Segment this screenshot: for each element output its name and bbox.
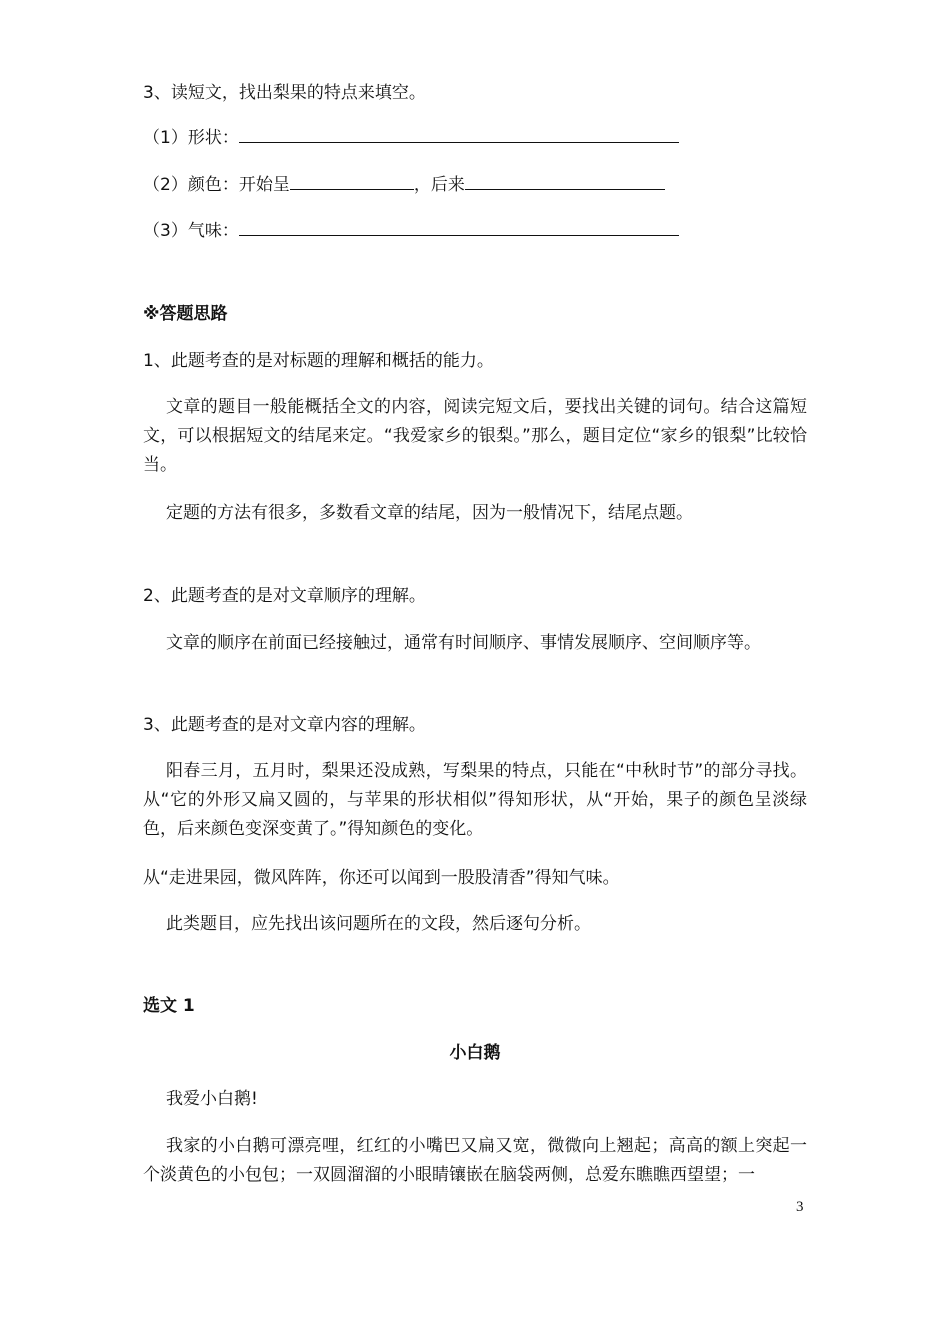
smell-blank[interactable] [239, 217, 679, 236]
answer-heading: ※答题思路 [143, 304, 228, 324]
smell-label: （3）气味： [143, 221, 239, 241]
color-mid-label: ，后来 [413, 175, 465, 195]
selection-line1: 我爱小白鹅! [166, 1089, 258, 1109]
color-start-blank[interactable] [290, 171, 414, 190]
item1-title: 1、此题考查的是对标题的理解和概括的能力。 [143, 351, 494, 371]
color-end-blank[interactable] [465, 171, 665, 190]
question-heading: 3、读短文，找出梨果的特点来填空。 [143, 83, 426, 103]
item2-title: 2、此题考查的是对文章顺序的理解。 [143, 586, 426, 606]
smell-line [143, 217, 679, 246]
item3-title: 3、此题考查的是对文章内容的理解。 [143, 715, 426, 735]
selection-title: 小白鹅 [449, 1043, 501, 1063]
item3-para1: 阳春三月，五月时，梨果还没成熟，写梨果的特点，只能在“中秋时节”的部分寻找。从“它的外形又扁又圆的，与苹果的形状相似”得知形状，从“开始，果子的颜色呈淡绿色，后来颜色变深变黄了。”得知颜色的变化。 [143, 761, 807, 839]
color-label: （2）颜色：开始呈 [143, 175, 290, 195]
item2-para1: 文章的顺序在前面已经接触过，通常有时间顺序、事情发展顺序、空间顺序等。 [166, 633, 761, 653]
item1-para2: 定题的方法有很多，多数看文章的结尾，因为一般情况下，结尾点题。 [166, 503, 693, 523]
item1-para1: 文章的题目一般能概括全文的内容，阅读完短文后，要找出关键的词句。结合这篇短文，可以根据短文的结尾来定。“我爱家乡的银梨。”那么，题目定位“家乡的银梨”比较恰当。 [143, 397, 807, 475]
shape-label: （1）形状： [143, 128, 239, 148]
selection-label: 选文 1 [143, 996, 195, 1016]
shape-line [143, 124, 679, 153]
item3-para3: 此类题目，应先找出该问题所在的文段，然后逐句分析。 [166, 914, 591, 934]
selection-para1: 我家的小白鹅可漂亮哩，红红的小嘴巴又扁又宽，微微向上翘起；高高的额上突起一个淡黄色的小包包；一双圆溜溜的小眼睛镶嵌在脑袋两侧，总爱东瞧瞧西望望；一 [143, 1136, 807, 1185]
shape-blank[interactable] [239, 124, 679, 143]
page-number: 3 [796, 1199, 804, 1215]
color-line [143, 171, 665, 200]
item3-para2: 从“走进果园，微风阵阵，你还可以闻到一股股清香”得知气味。 [143, 868, 620, 888]
